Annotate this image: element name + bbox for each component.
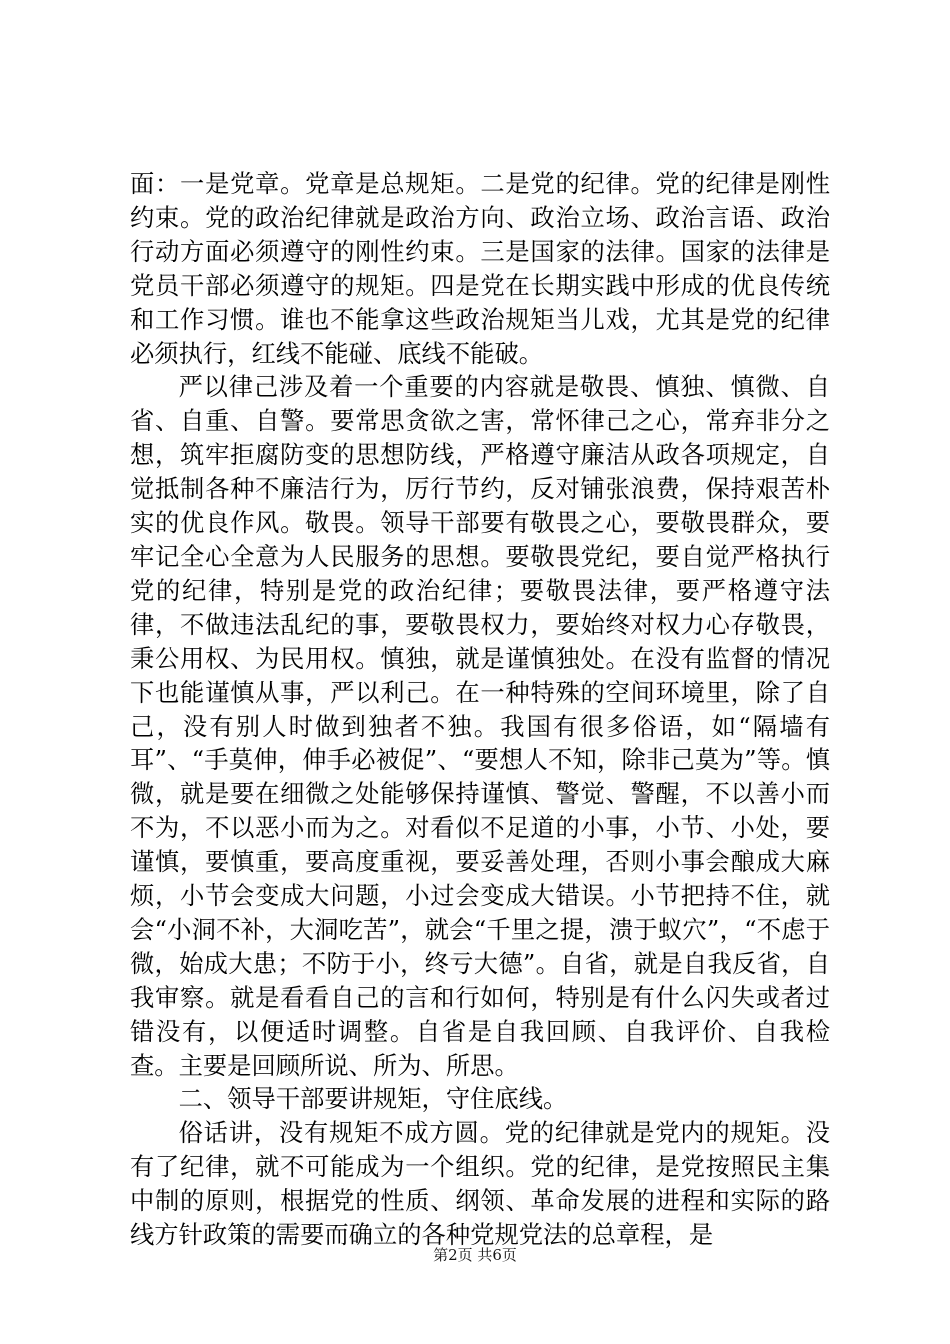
section-heading: 二、领导干部要讲规矩，守住底线。 bbox=[178, 1084, 568, 1114]
document-body bbox=[130, 167, 830, 1252]
page-footer: 第2页 共6页 bbox=[433, 1246, 517, 1264]
paragraph-1: 面：一是党章。党章是总规矩。二是党的纪律。党的纪律是刚性约束。党的政治纪律就是政治方向、政治立场、政治言语、政治行动方面必须遵守的刚性约束。三是国家的法律。国家的法律是党员干部必须遵守的规矩。四是党在长期实践中形成的优良传统和工作习惯。谁也不能拿这些政治规矩当儿戏，尤其是党的纪律必须执行，红线不能碰、底线不能破。 bbox=[130, 169, 830, 368]
paragraph-2: 严以律己涉及着一个重要的内容就是敬畏、慎独、慎微、自省、自重、自警。要常思贪欲之害，常怀律己之心，常弃非分之想，筑牢拒腐防变的思想防线，严格遵守廉洁从政各项规定，自觉抵制各种不廉洁行为，厉行节约，反对铺张浪费，保持艰苦朴实的优良作风。敬畏。领导干部要有敬畏之心，要敬畏群众，要牢记全心全意为人民服务的思想。要敬畏党纪，要自觉严格执行党的纪律，特别是党的政治纪律；要敬畏法律，要严格遵守法律，不做违法乱纪的事，要敬畏权力，要始终对权力心存敬畏，秉公用权、为民用权。慎独，就是谨慎独处。在没有监督的情况下也能谨慎从事，严以利己。在一种特殊的空间环境里，除了自己，没有别人时做到独者不独。我国有很多俗语，如“隔墙有耳”、“手莫伸，伸手必被促”、“要想人不知，除非己莫为”等。慎微，就是要在细微之处能够保持谨慎、警觉、警醒，不以善小而不为，不以恶小而为之。对看似不足道的小事，小节、小处，要谨慎，要慎重，要高度重视，要妥善处理，否则小事会酿成大麻烦，小节会变成大问题，小过会变成大错误。小节把持不住，就会“小洞不补，大洞吃苦”，就会“千里之提，溃于蚁穴”，“不虑于微，始成大患；不防于小，终亏大德”。自省，就是自我反省，自我审察。就是看看自己的言和行如何，特别是有什么闪失或者过错没有，以便适时调整。自省是自我回顾、自我评价、自我检查。主要是回顾所说、所为、所思。 bbox=[130, 372, 830, 1080]
paragraph-3: 俗话讲，没有规矩不成方圆。党的纪律就是党内的规矩。没有了纪律，就不可能成为一个组织。党的纪律，是党按照民主集中制的原则，根据党的性质、纲领、革命发展的进程和实际的路线方针政策的需要而确立的各种党规党法的总章程，是 bbox=[130, 1118, 830, 1250]
